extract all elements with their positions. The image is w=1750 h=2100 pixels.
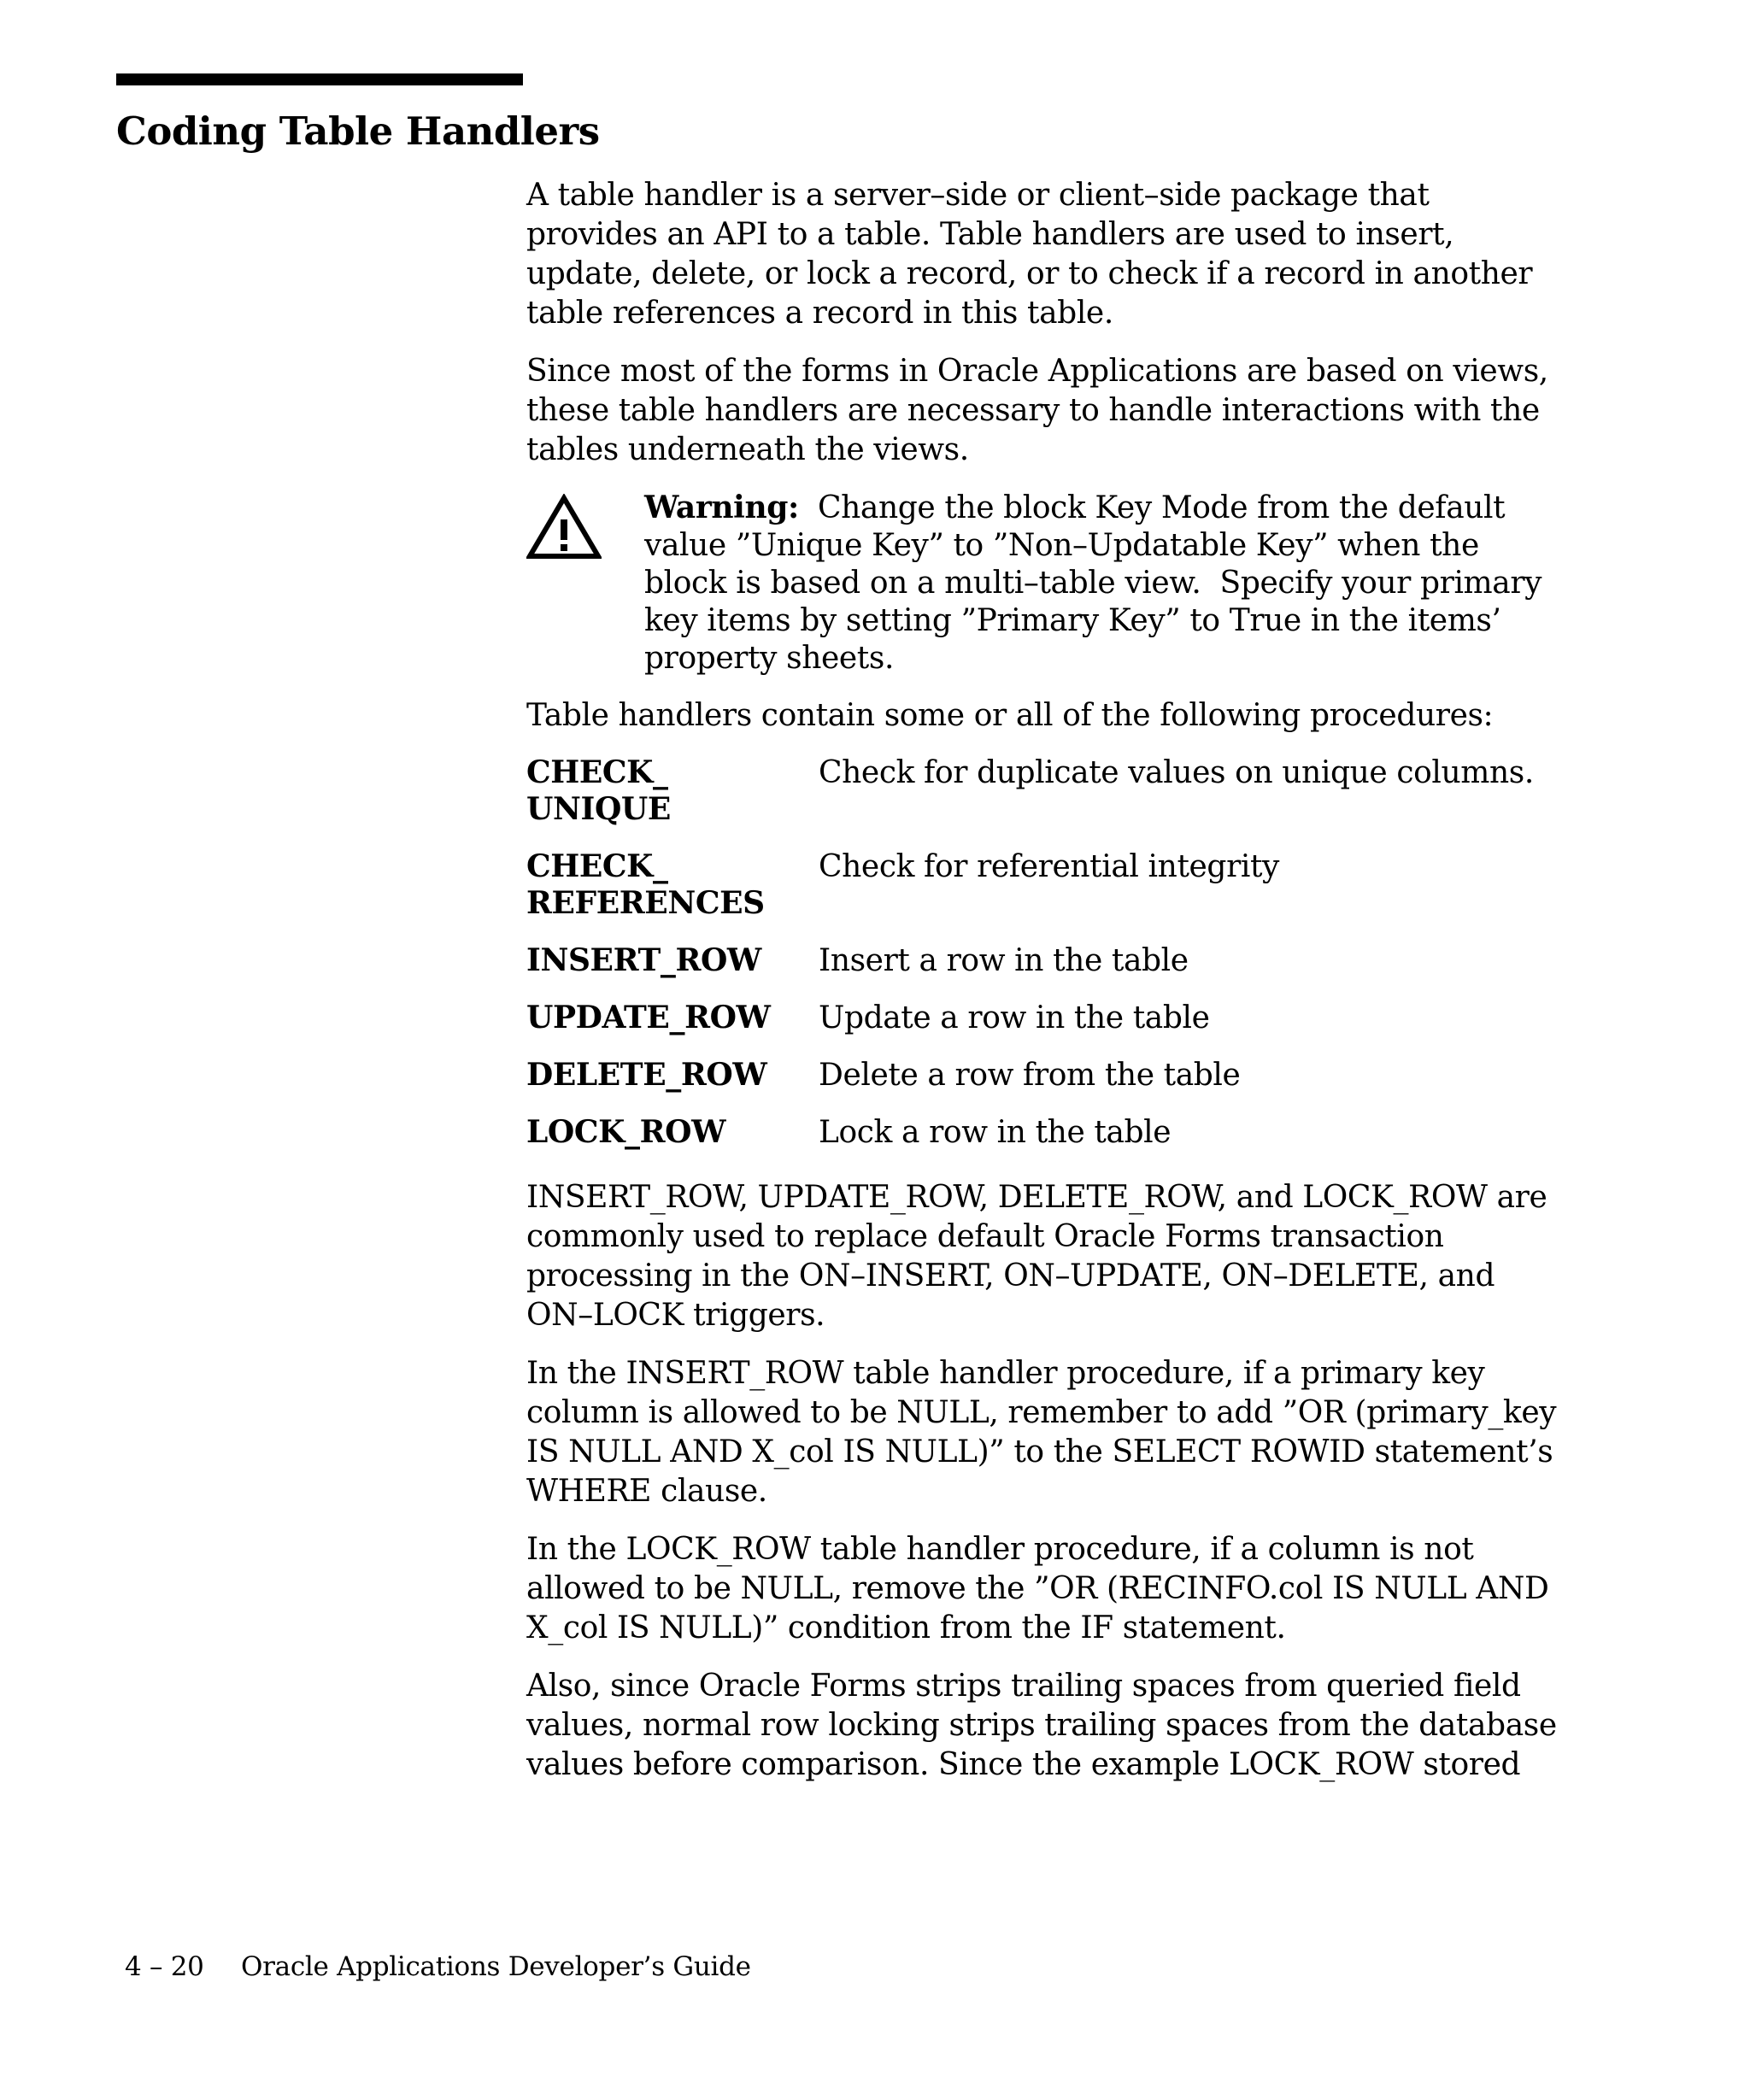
- procedure-name: LOCK_ROW: [526, 1114, 726, 1150]
- page-footer: [125, 1950, 751, 1984]
- body-paragraph-1: INSERT_ROW, UPDATE_ROW, DELETE_ROW, and LOCK_ROW are commonly used to replace default Oracle Forms transaction processing in the ON–INSERT, ON–UPDATE, ON–DELETE, and ON–LOCK triggers.: [526, 1180, 1547, 1333]
- procedure-description: Check for referential integrity: [819, 849, 1279, 884]
- procedure-name: UPDATE_ROW: [526, 1000, 771, 1035]
- procedure-description: Check for duplicate values on unique columns.: [819, 755, 1534, 790]
- warning-triangle-icon: [526, 494, 602, 560]
- table-row: [526, 1000, 1534, 1057]
- book-title: Oracle Applications Developer’s Guide: [241, 1951, 751, 1982]
- procedure-name: DELETE_ROW: [526, 1057, 767, 1093]
- table-row: [526, 754, 1534, 848]
- procedures-intro: Table handlers contain some or all of the following procedures:: [526, 698, 1494, 733]
- intro-paragraph-1: A table handler is a server–side or client–side package that provides an API to a table. Table handlers are used to insert, update, delete, or lock a record, or to check if a record in another table references a record in this table.: [526, 178, 1533, 331]
- procedure-name: INSERT_ROW: [526, 942, 761, 978]
- page-number: 4 – 20: [125, 1951, 204, 1982]
- procedure-description: Delete a row from the table: [819, 1058, 1241, 1093]
- warning-label: Warning:: [644, 490, 799, 525]
- procedure-name: CHECK_ UNIQUE: [526, 754, 671, 827]
- procedures-table: [526, 754, 1534, 1171]
- table-row: [526, 942, 1534, 1000]
- procedure-description: Insert a row in the table: [819, 943, 1189, 978]
- body-paragraph-2: In the INSERT_ROW table handler procedure, if a primary key column is allowed to be NULL, remember to add ”OR (primary_key IS NULL AND X_col IS NULL)” to the SELECT ROWID statement’s WHERE clause.: [526, 1356, 1557, 1509]
- procedure-description: Update a row in the table: [819, 1000, 1210, 1035]
- warning-note: [526, 489, 1560, 678]
- body-paragraph-3: In the LOCK_ROW table handler procedure, if a column is not allowed to be NULL, remove the ”OR (RECINFO.col IS NULL AND X_col IS NULL)” condition from the IF statement.: [526, 1532, 1549, 1645]
- intro-paragraph-2: Since most of the forms in Oracle Applications are based on views, these table handlers are necessary to handle interactions with the tables underneath the views.: [526, 354, 1548, 467]
- procedure-description: Lock a row in the table: [819, 1115, 1172, 1150]
- section-heading: Coding Table Handlers: [116, 109, 600, 154]
- procedure-name: CHECK_ REFERENCES: [526, 848, 765, 921]
- table-row: [526, 848, 1534, 942]
- section-rule: [116, 73, 523, 85]
- table-row: [526, 1057, 1534, 1114]
- table-row: [526, 1114, 1534, 1171]
- warning-text: Change the block Key Mode from the default value ”Unique Key” to ”Non–Updatable Key” when the block is based on a multi–table view. Specify your primary key items by setting ”Primary Key” to True in the items’ property sheets.: [644, 490, 1552, 676]
- body-column: [526, 176, 1560, 1804]
- body-paragraph-4: Also, since Oracle Forms strips trailing spaces from queried field values, normal row locking strips trailing spaces from the database values before comparison. Since the example LOCK_ROW stored: [526, 1669, 1557, 1782]
